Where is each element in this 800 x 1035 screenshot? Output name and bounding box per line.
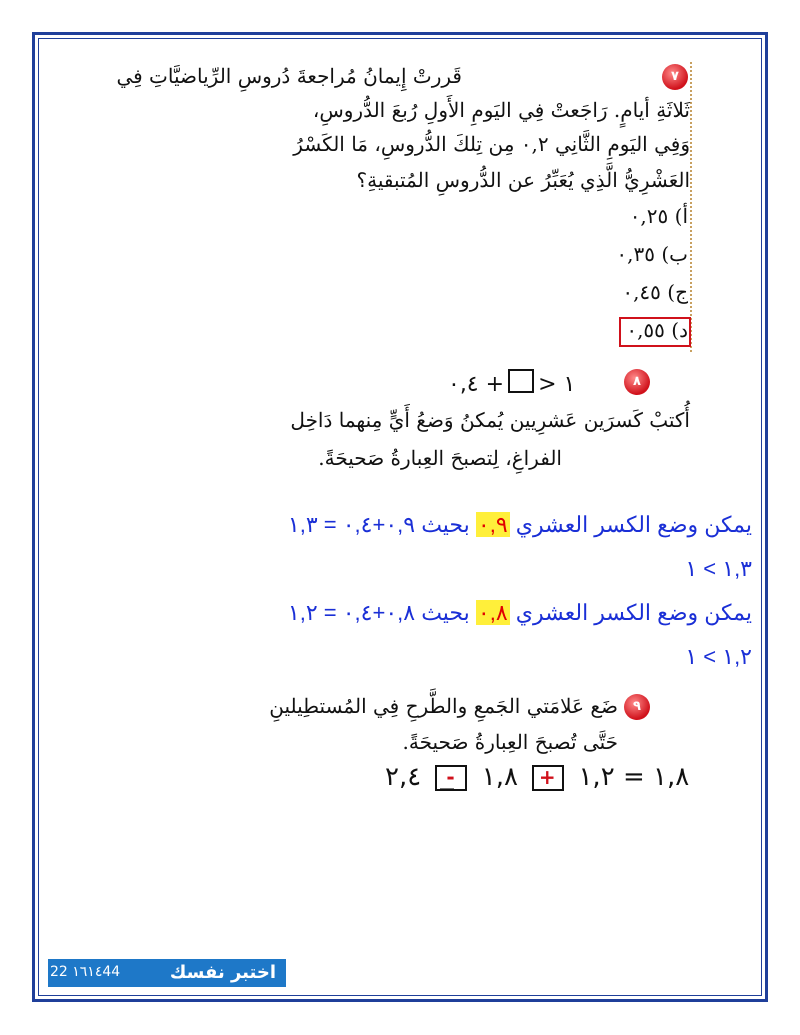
question-7-line-2: ثَلاثَةِ أيامٍ. رَاجَعتْ فِي اليَومِ الأَولِ رُبعَ الدُّروسِ، (312, 98, 690, 122)
expression-right: + ٠,٤ (448, 372, 505, 397)
answer-2-check: ١,٢ > ١ (685, 644, 752, 669)
expr-term-b: ١,٢ (578, 762, 615, 792)
answer-2-line (288, 600, 752, 626)
answer-1-prefix: يمكن وضع الكسر العشري (515, 512, 752, 537)
answer-1-suffix: بحيث ٠,٩+٠,٤ = ١,٣ (287, 512, 470, 537)
question-7-line-3: وَفِي اليَومِ الثَّانِي ٠,٢ مِن تِلكَ الدُّروسِ، مَا الكَسْرُ (293, 132, 690, 156)
question-7-divider (690, 62, 692, 352)
answer-2-prefix: يمكن وضع الكسر العشري (515, 600, 752, 625)
expr-term-a: ١,٨ (653, 762, 690, 792)
question-9-expression (385, 762, 689, 792)
question-8-line-1: أُكتبْ كَسرَين عَشرِيين يُمكنُ وَضعُ أَيٍّ مِنهما دَاخِل (290, 408, 690, 432)
question-8-expression (448, 369, 575, 397)
footer-banner (48, 959, 286, 987)
question-7-line-1: قَررتْ إِيمانُ مُراجعةَ دُروسِ الرِّياضيَّاتِ فِي (116, 64, 462, 88)
question-7-line-4: العَشْرِيُّ الَّذِي يُعَبِّرُ عن الدُّروسِ المُتبقيةِ؟ (356, 168, 690, 192)
correct-answer-box (619, 317, 691, 347)
option-a: أ) ٠,٢٥ (629, 204, 688, 228)
stray-mark (440, 788, 454, 789)
question-9-line-2: حَتَّى تُصبحَ العِبارةُ صَحيحَةً. (402, 730, 618, 754)
blank-square (508, 369, 534, 393)
minus-sign-box: - (435, 765, 467, 791)
expr-term-c: ١,٨ (481, 762, 518, 792)
expression-left: ١ < (538, 372, 576, 397)
question-7-badge: ٧ (662, 64, 688, 90)
footer-label: اختبر نفسك (169, 962, 276, 983)
expr-equals: = (622, 762, 645, 792)
page-number: 22 ١٦١٤44 (50, 964, 121, 980)
expr-term-d: ٢,٤ (385, 762, 422, 792)
answer-1-value: ٠,٩ (477, 512, 508, 537)
answer-2-suffix: بحيث ٠,٨+٠,٤ = ١,٢ (287, 600, 470, 625)
question-9-line-1: ضَع عَلامَتي الجَمعِ والطَّرحِ فِي المُستطِيلينِ (269, 694, 618, 718)
option-d: د) ٠,٥٥ (626, 318, 688, 342)
answer-1-line (288, 512, 752, 538)
option-b: ب) ٠,٣٥ (616, 242, 688, 266)
question-9-badge: ٩ (624, 694, 650, 720)
question-8-badge: ٨ (624, 369, 650, 395)
option-c: ج) ٠,٤٥ (622, 280, 688, 304)
answer-1-check: ١,٣ > ١ (685, 556, 752, 581)
answer-2-value: ٠,٨ (477, 600, 508, 625)
plus-sign-box: + (532, 765, 564, 791)
question-8-line-2: الفراغِ، لِتصبحَ العِبارةُ صَحيحَةً. (318, 446, 562, 470)
